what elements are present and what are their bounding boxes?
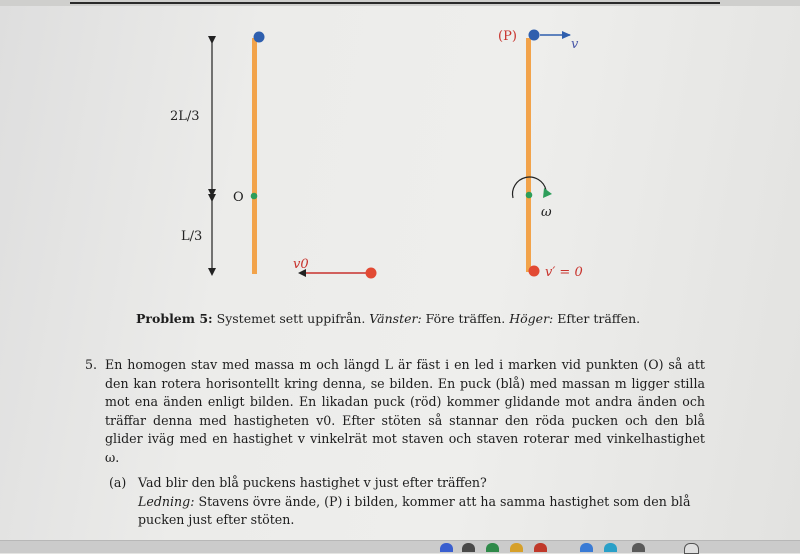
label-P: (P) bbox=[498, 29, 517, 44]
taskbar-app-icon[interactable] bbox=[580, 543, 593, 552]
pivot-point-before bbox=[251, 193, 258, 200]
rod-before bbox=[252, 38, 257, 274]
label-omega: ω bbox=[541, 205, 552, 220]
taskbar-app-icon[interactable] bbox=[486, 543, 499, 552]
taskbar-app-icon[interactable] bbox=[462, 543, 475, 552]
caption-left-label: Vänster: bbox=[369, 311, 422, 326]
pivot-point-after bbox=[526, 192, 533, 199]
caption-right-label: Höger: bbox=[509, 311, 554, 326]
taskbar-app-icon[interactable] bbox=[632, 543, 645, 552]
part-a-hint bbox=[138, 493, 709, 530]
caption-text-2: Före träffen. bbox=[421, 311, 510, 326]
problem-number: 5. bbox=[85, 357, 98, 372]
rotation-arrowhead bbox=[543, 188, 552, 198]
figure-caption bbox=[136, 311, 756, 326]
caption-text-1: Systemet sett uppifrån. bbox=[212, 311, 370, 326]
problem-5 bbox=[85, 356, 705, 467]
left-diagram-before bbox=[170, 32, 377, 279]
problem-body: En homogen stav med massa m och längd L är fäst i en led i marken vid punkten (O) så att den kan rotera horisontellt kring denna, se bilden. En puck (blå) med massan m ligger stilla mot ena änden enligt bilden. En likadan puck (röd) kommer glidande mot andra änden och träffar denna med hastigheten v0. Efter stöten så stannar den röda pucken och den blå glider iväg med en hastighet v vinkelrät mot staven och staven roterar med vinkelhastighet ω. bbox=[105, 357, 705, 465]
taskbar-app-icon[interactable] bbox=[510, 543, 523, 552]
part-a-label: (a) bbox=[109, 475, 127, 490]
red-puck-before bbox=[366, 268, 377, 279]
taskbar-app-icon[interactable] bbox=[534, 543, 547, 552]
label-2L3: 2L/3 bbox=[170, 109, 200, 124]
rod-after bbox=[526, 38, 531, 272]
label-v-prime: v′ = 0 bbox=[545, 265, 583, 280]
blue-puck-after bbox=[529, 30, 540, 41]
hint-label: Ledning: bbox=[138, 493, 195, 509]
caption-label: Problem 5: bbox=[136, 311, 213, 326]
taskbar bbox=[0, 540, 800, 553]
part-a-question: Vad blir den blå puckens hastighet v just efter träffen? bbox=[138, 475, 487, 490]
problem-part-a bbox=[109, 474, 709, 530]
label-O: O bbox=[233, 190, 244, 205]
label-v: v bbox=[571, 37, 579, 52]
hint-text: Stavens övre ände, (P) i bilden, kommer att ha samma hastighet som den blå pucken just efter stöten. bbox=[138, 493, 691, 527]
taskbar-app-icon[interactable] bbox=[604, 543, 617, 552]
label-L3: L/3 bbox=[181, 229, 203, 244]
right-diagram-after bbox=[498, 29, 583, 280]
taskbar-app-icon[interactable] bbox=[440, 543, 453, 552]
red-puck-after bbox=[529, 266, 540, 277]
caption-text-3: Efter träffen. bbox=[553, 311, 641, 326]
label-v0: v0 bbox=[293, 257, 309, 272]
blue-puck-before bbox=[254, 32, 265, 43]
taskbar-app-icon[interactable] bbox=[684, 543, 699, 554]
